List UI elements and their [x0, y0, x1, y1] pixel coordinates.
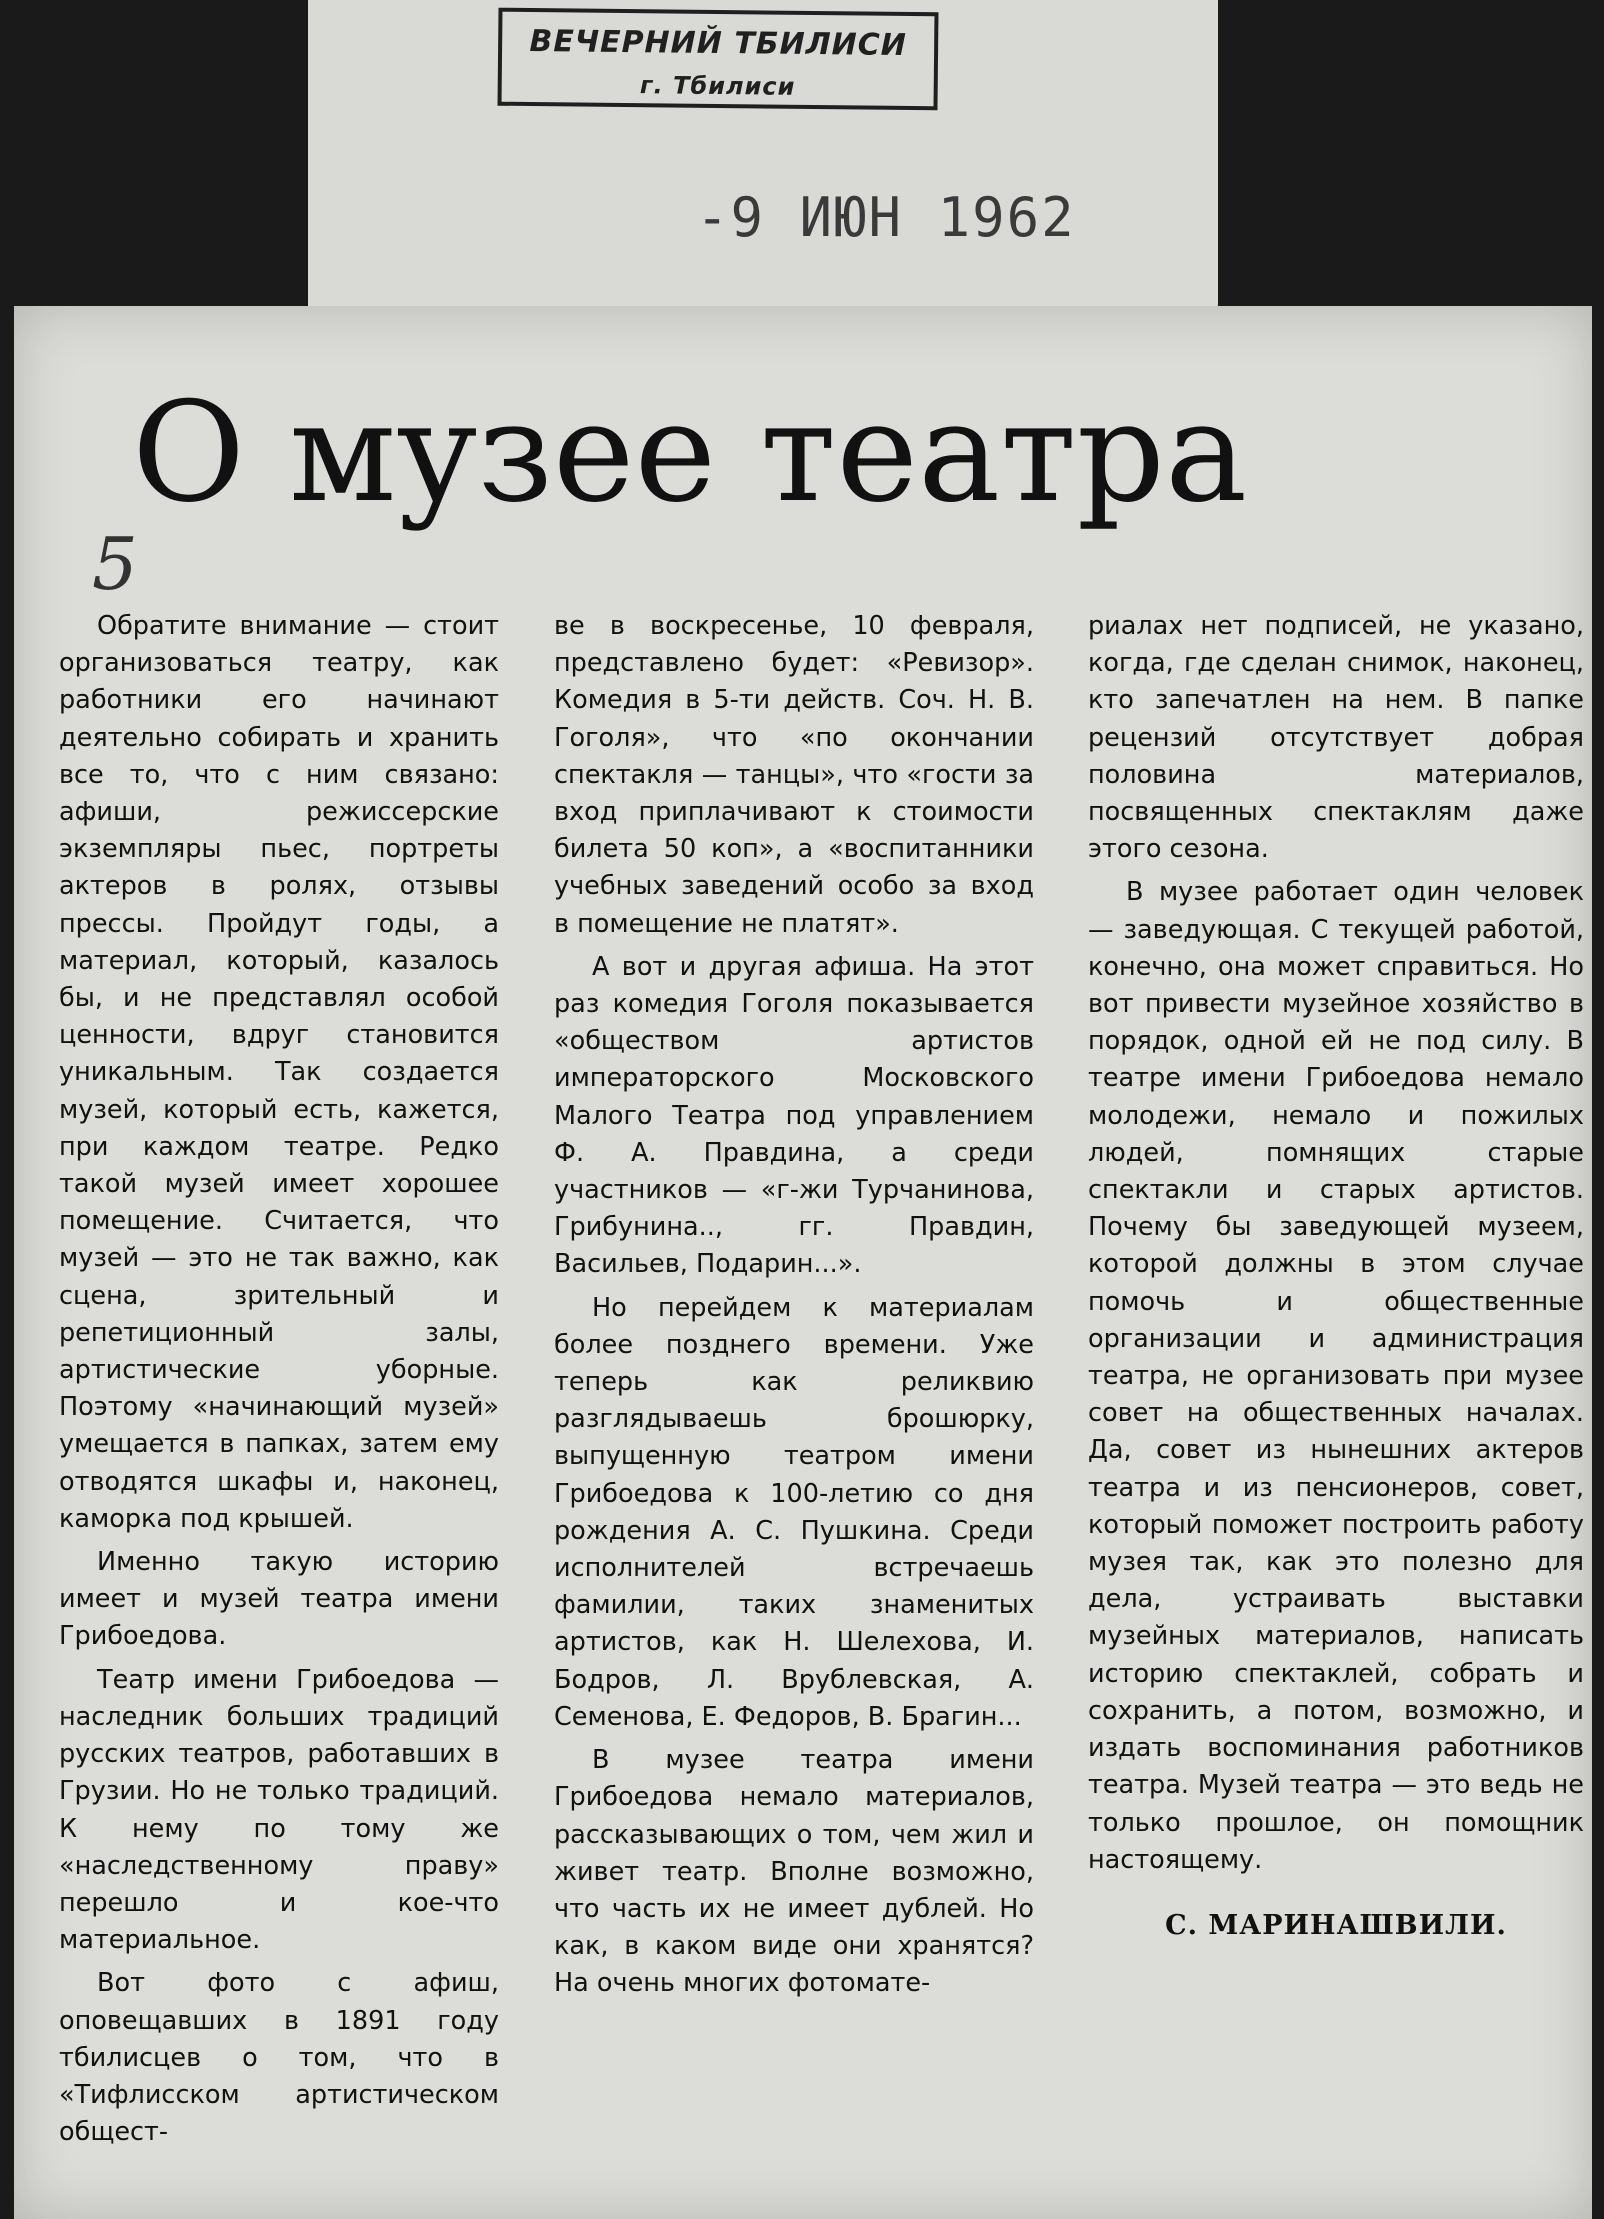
paragraph: А вот и другая афиша. На этот раз комедия Гоголя показывается «обществом артистов императорского Московского Малого Театра под управлением Ф. А. Правдина, а среди участников — «г-жи Турчанинова, Грибунина.., гг. Правдин, Васильев, Подарин...».	[554, 951, 1034, 1280]
paragraph: В музее работает один человек — заведующая. С текущей работой, конечно, она может справиться. Но вот привести музейное хозяйство в порядок, одной ей не под силу. В театре имени Грибоедова немало молодежи, немало и пожилых людей, помнящих старые спектакли и старых артистов. Почему бы заведующей музеем, которой должны в этом случае помочь и общественные организации и администрация театра, не организовать при музее совет на общественных началах. Да, совет из нынешних актеров театра и из пенсионеров, совет, который поможет построить работу музея так, как это полезно для дела, устраивать выставки музейных материалов, написать историю спектаклей, собрать и сохранить, а потом, возможно, и издать воспоминания работников театра. Музей театра — это ведь не только прошлое, он помощник настоящему.	[1088, 877, 1584, 1875]
handwritten-number: 5	[92, 522, 138, 606]
article-column-3	[1088, 608, 1584, 1944]
article-title: О музее театра	[132, 372, 1248, 533]
archive-card	[308, 0, 1218, 320]
paragraph: Театр имени Грибоедова — наследник больших традиций русских театров, работавших в Грузии. Но не только традиций. К нему по тому же «наследственному праву» перешло и кое-что материальное.	[59, 1664, 499, 1956]
date-stamp: -9 ИЮН 1962	[696, 186, 1076, 249]
paragraph: Обратите внимание — стоит организоваться театру, как работники его начинают деятельно собирать и хранить все то, что с ним связано: афиши, режиссерские экземпляры пьес, портреты актеров в ролях, отзывы прессы. Пройдут годы, а материал, который, казалось бы, и не представлял особой ценности, вдруг становится уникальным. Так создается музей, который есть, кажется, при каждом театре. Редко такой музей имеет хорошее помещение. Считается, что музей — это не так важно, как сцена, зрительный и репетиционный залы, артистические уборные. Поэтому «начинающий музей» умещается в папках, затем ему отводятся шкафы и, наконец, каморка под крышей.	[59, 611, 499, 1534]
paragraph: риалах нет подписей, не указано, когда, где сделан снимок, наконец, кто запечатлен на нем. В папке рецензий отсутствует добрая половина материалов, посвященных спектаклям даже этого сезона.	[1088, 611, 1584, 865]
article-column-1	[59, 608, 499, 2157]
paragraph: Вот фото с афиш, оповещавших в 1891 году тбилисцев о том, что в «Тифлисском артистическом общест-	[59, 1968, 499, 2148]
paragraph: Но перейдем к материалам более позднего времени. Уже теперь как реликвию разглядываешь брошюрку, выпущенную театром имени Грибоедова к 100-летию со дня рождения А. С. Пушкина. Среди исполнителей встречаешь фамилии, таких знаменитых артистов, как Н. Шелехова, И. Бодров, Л. Врублевская, А. Семенова, Е. Федоров, В. Брагин...	[554, 1292, 1034, 1732]
paragraph: Именно такую историю имеет и музей театра имени Грибоедова.	[59, 1547, 499, 1652]
newspaper-stamp	[497, 8, 938, 111]
paragraph: ве в воскресенье, 10 февраля, представлено будет: «Ревизор». Комедия в 5-ти действ. Соч. Н. В. Гоголя», что «по окончании спектакля — танцы», что «гости за вход приплачивают к стоимости билета 50 коп», а «воспитанники учебных заведений особо за вход в помещение не платят».	[554, 611, 1034, 939]
stamp-city: г. Тбилиси	[639, 71, 796, 101]
author-signature: С. МАРИНАШВИЛИ.	[1165, 1909, 1507, 1941]
paragraph: В музее театра имени Грибоедова немало материалов, рассказывающих о том, чем жил и живет театр. Вполне возможно, что часть их не имеет дублей. Но как, в каком виде они хранятся? На очень многих фотомате-	[554, 1745, 1034, 1999]
article-column-2	[554, 608, 1034, 2009]
newspaper-clipping	[14, 306, 1592, 2219]
stamp-newspaper-name: ВЕЧЕРНИЙ ТБИЛИСИ	[529, 24, 908, 63]
